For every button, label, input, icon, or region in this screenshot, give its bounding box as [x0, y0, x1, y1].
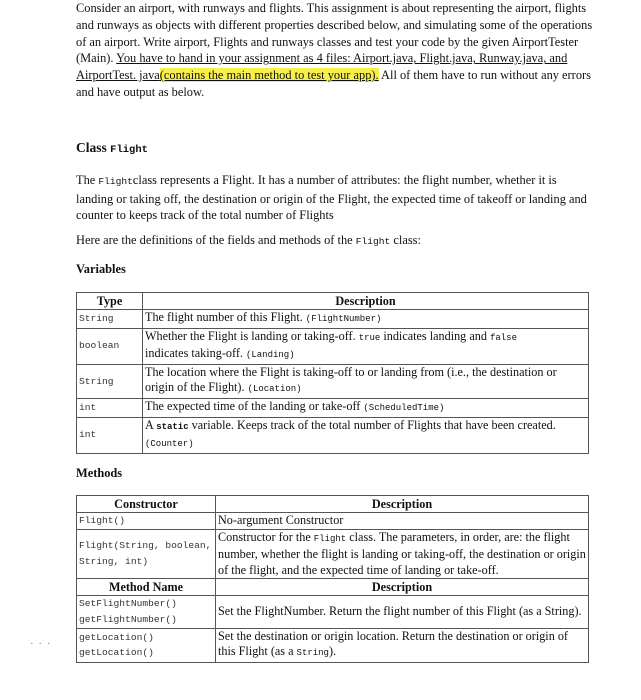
variables-table — [76, 292, 589, 454]
column-header: Description — [216, 496, 589, 513]
table-row: SetFlightNumber() getFlightNumber() Set the FlightNumber. Return the flight number of this Flight (as a String). — [77, 596, 589, 628]
table-row: String The flight number of this Flight. (FlightNumber) — [77, 310, 589, 329]
table-row: String The location where the Flight is taking-off to or landing from (i.e., the destination or origin of the Flight). (Location) — [77, 364, 589, 398]
table-row: Flight(String, boolean, String, int) Constructor for the Flight class. The parameters, in order, are: the flight number, whether the flight is landing or taking-off, the destination or origin of the flight, and the expected time of landing or take-off. — [77, 529, 589, 579]
table-row: Flight() No-argument Constructor — [77, 513, 589, 530]
intro-paragraph — [76, 0, 596, 101]
column-header: Description — [216, 579, 589, 596]
variables-heading: Variables — [76, 262, 126, 276]
column-header: Constructor — [77, 496, 216, 513]
intro-tail: All of them have to run without any errors and have output as below. — [76, 68, 591, 99]
methods-table — [76, 495, 589, 663]
table-row: int A static variable. Keeps track of the total number of Flights that have been created. (Counter) — [77, 417, 589, 453]
definitions-line: Here are the definitions of the fields and methods of the Flight class: — [76, 233, 421, 247]
methods-heading: Methods — [76, 466, 123, 480]
class-name: Flight — [110, 144, 148, 156]
column-header: Method Name — [77, 579, 216, 596]
class-description: The Flightclass represents a Flight. It has a number of attributes: the flight number, whether it is landing or taking off, the destination or origin of the Flight, the expected time of takeoff or landing and counter to keeps track of the total number of Flights — [76, 173, 587, 222]
constructor-header-row — [77, 496, 589, 513]
intro-text: Consider an airport, with runways and flights. This assignment is about representing the airport, flights and runways as objects with different properties described below, and simulating some of the operations of an airport. Write airport, Flights and runways classes and test your code by the given AirportTester (Main). — [76, 1, 593, 66]
method-header-row — [77, 579, 589, 596]
table-row: boolean Whether the Flight is landing or taking-off. true indicates landing and false indicates taking-off. (Landing) — [77, 328, 589, 364]
column-header: Type — [77, 293, 143, 310]
table-row: int The expected time of the landing or take-off (ScheduledTime) — [77, 398, 589, 417]
files-to-submit: You have to hand in your assignment as 4 files: Airport.java, Flight.java, Runway.java, and AirportTest. java — [76, 51, 568, 83]
table-header-row — [77, 293, 589, 310]
table-row: getLocation() getLocation() Set the destination or origin location. Return the destination or origin of this Flight (as a String). — [77, 628, 589, 662]
class-heading: Class Flight — [76, 140, 148, 156]
column-header: Description — [143, 293, 589, 310]
margin-mark: · · · — [30, 638, 52, 650]
highlighted-note: (contains the main method to test your app). — [159, 68, 379, 83]
